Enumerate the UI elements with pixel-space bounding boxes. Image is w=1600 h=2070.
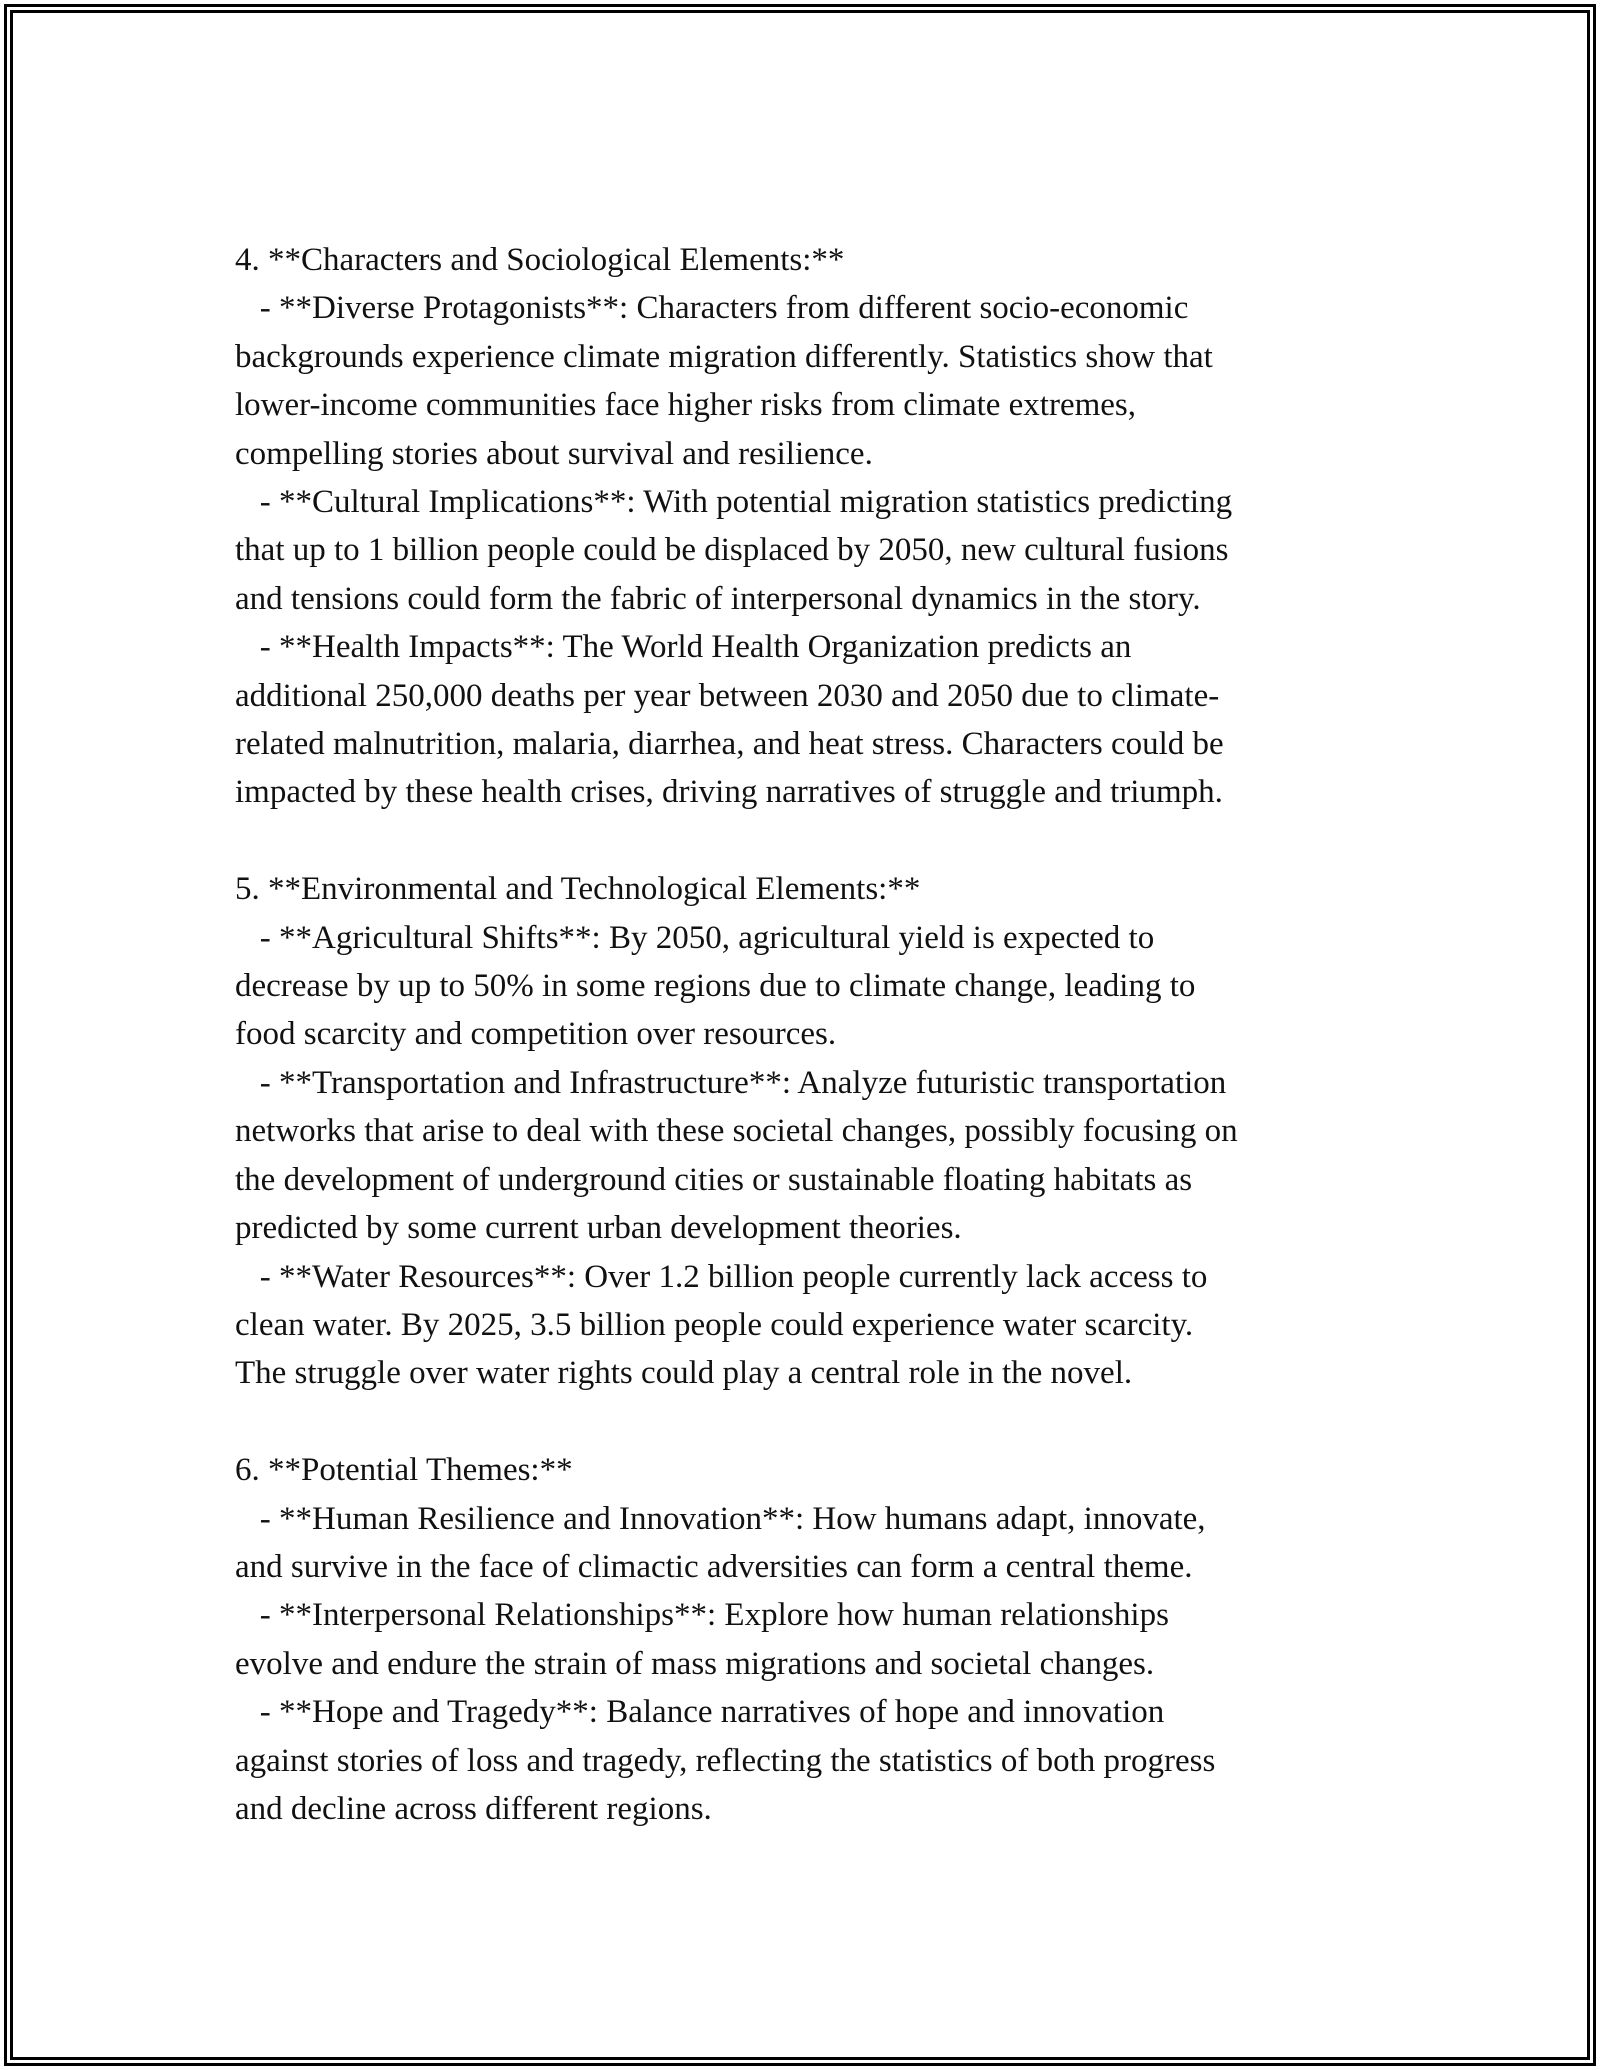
text-line: food scarcity and competition over resources. <box>235 1016 837 1053</box>
text-line: and survive in the face of climactic adversities can form a central theme. <box>235 1548 1193 1585</box>
text-line: and decline across different regions. <box>235 1790 712 1827</box>
text-line: - **Water Resources**: Over 1.2 billion people currently lack access to <box>235 1258 1208 1295</box>
document-body <box>235 236 1375 1833</box>
text-line: - **Agricultural Shifts**: By 2050, agricultural yield is expected to <box>235 919 1155 956</box>
section-potential-themes <box>235 1446 1375 1833</box>
text-line: The struggle over water rights could play a central role in the novel. <box>235 1355 1133 1392</box>
text-line: networks that arise to deal with these societal changes, possibly focusing on <box>235 1113 1238 1150</box>
text-line: backgrounds experience climate migration differently. Statistics show that <box>235 338 1213 375</box>
text-line: compelling stories about survival and resilience. <box>235 435 873 472</box>
section-heading: 4. **Characters and Sociological Elements:** <box>235 242 845 278</box>
text-line: predicted by some current urban development theories. <box>235 1210 962 1247</box>
text-line: - **Human Resilience and Innovation**: How humans adapt, innovate, <box>235 1500 1206 1537</box>
text-line: - **Interpersonal Relationships**: Explore how human relationships <box>235 1597 1169 1634</box>
text-line: - **Hope and Tragedy**: Balance narratives of hope and innovation <box>235 1694 1165 1731</box>
text-line: against stories of loss and tragedy, reflecting the statistics of both progress <box>235 1742 1216 1779</box>
text-line: decrease by up to 50% in some regions due to climate change, leading to <box>235 968 1196 1005</box>
text-line: lower-income communities face higher risks from climate extremes, <box>235 387 1137 424</box>
text-line: additional 250,000 deaths per year between 2030 and 2050 due to climate- <box>235 677 1220 714</box>
text-line: - **Transportation and Infrastructure**: Analyze futuristic transportation <box>235 1064 1227 1101</box>
text-line: evolve and endure the strain of mass migrations and societal changes. <box>235 1645 1155 1682</box>
text-line: impacted by these health crises, driving narratives of struggle and triumph. <box>235 774 1223 811</box>
text-line: - **Health Impacts**: The World Health Organization predicts an <box>235 629 1132 666</box>
section-characters-sociological <box>235 236 1375 817</box>
text-line: related malnutrition, malaria, diarrhea, and heat stress. Characters could be <box>235 726 1224 763</box>
text-line: - **Diverse Protagonists**: Characters from different socio-economic <box>235 290 1189 327</box>
text-line: - **Cultural Implications**: With potential migration statistics predicting <box>235 484 1233 521</box>
text-line: the development of underground cities or sustainable floating habitats as <box>235 1161 1193 1198</box>
section-heading: 6. **Potential Themes:** <box>235 1452 573 1489</box>
text-line: and tensions could form the fabric of interpersonal dynamics in the story. <box>235 580 1201 617</box>
text-line: that up to 1 billion people could be displaced by 2050, new cultural fusions <box>235 532 1229 569</box>
section-heading: 5. **Environmental and Technological Elements:** <box>235 871 921 908</box>
section-environmental-technological <box>235 865 1375 1397</box>
text-line: clean water. By 2025, 3.5 billion people could experience water scarcity. <box>235 1306 1194 1343</box>
